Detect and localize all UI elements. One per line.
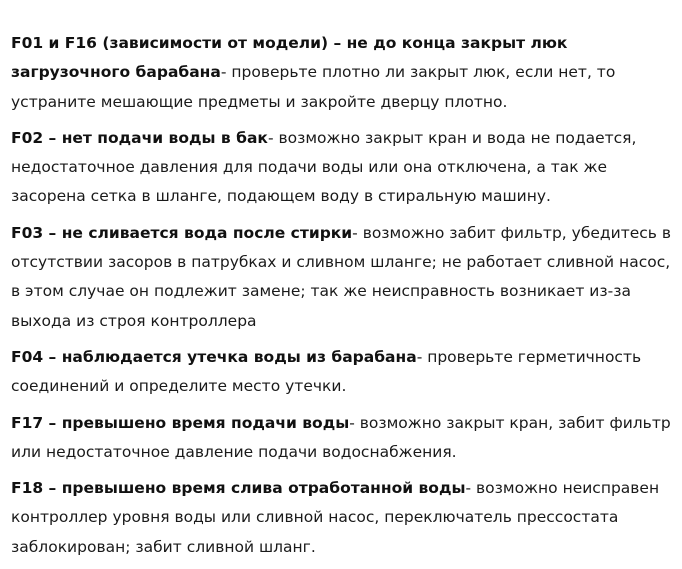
error-code-description: - возможно неисправен контроллер уровня воды или сливной насос, переключатель прессостата заблокирован; забит сливной шланг. — [11, 479, 660, 556]
error-code-heading: F04 – наблюдается утечка воды из барабана — [11, 347, 417, 366]
error-code-heading: F03 – не сливается вода после стирки — [11, 223, 353, 242]
error-entry-f02 — [11, 124, 675, 212]
error-code-heading: F01 и F16 (зависимости от модели) – не до конца закрыт люк загрузочного барабана — [11, 34, 568, 82]
error-code-description: - проверьте герметичность соединений и определите место утечки. — [11, 347, 642, 396]
error-code-description: - возможно забит фильтр, убедитесь в отсутствии засоров в патрубках и сливном шланге; не работает сливной насос, в этом случае он подлежит замене; так же неисправность возникает из-за выхода из строя контроллера — [11, 223, 671, 330]
error-code-description: - возможно закрыт кран, забит фильтр или недостаточное давление подачи водоснабжения. — [11, 413, 671, 461]
error-entry-f04 — [11, 343, 675, 402]
error-entry-f01-f16 — [11, 29, 675, 117]
error-code-description: - возможно закрыт кран и вода не подается, недостаточное давления для подачи воды или она отключена, а так же засорена сетка в шланге, подающем воду в стиральную машину. — [11, 128, 637, 206]
error-entry-f03 — [11, 219, 675, 336]
error-entry-f18 — [11, 474, 675, 562]
error-code-description: - проверьте плотно ли закрыт люк, если нет, то устраните мешающие предметы и закройте дверцу плотно. — [11, 63, 616, 111]
error-codes-document — [11, 29, 675, 569]
error-entry-f17 — [11, 409, 675, 468]
error-code-heading: F18 – превышено время слива отработанной воды — [11, 479, 466, 498]
error-code-heading: F17 – превышено время подачи воды — [11, 413, 350, 432]
error-code-heading: F02 – нет подачи воды в бак — [11, 128, 268, 147]
